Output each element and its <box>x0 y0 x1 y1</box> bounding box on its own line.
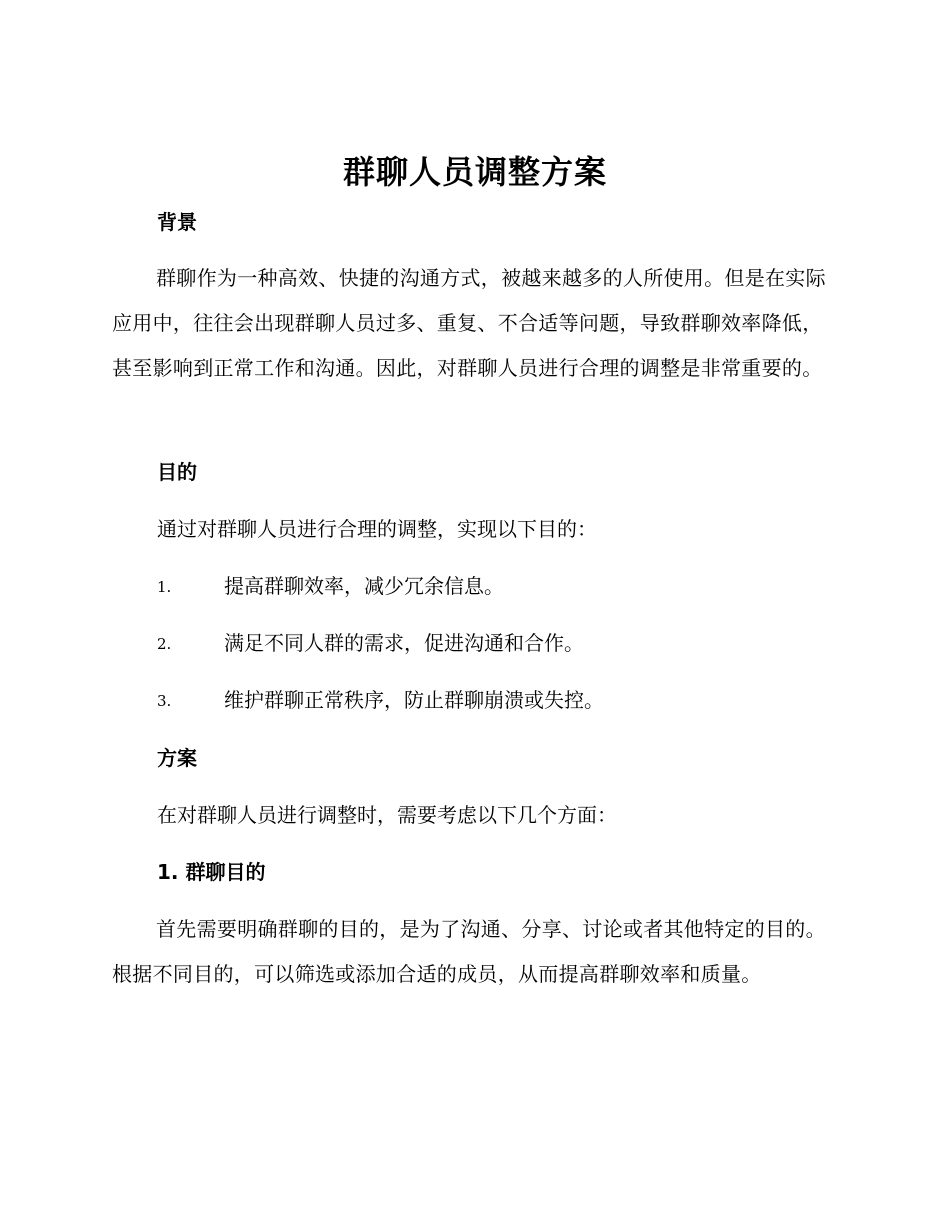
list-item-text: 满足不同人群的需求，促进沟通和合作。 <box>224 631 584 655</box>
list-item-number: 2. <box>157 635 172 653</box>
heading-group-purpose: 1. 群聊目的 <box>157 860 266 884</box>
paragraph-group-purpose: 首先需要明确群聊的目的，是为了沟通、分享、讨论或者其他特定的目的。根据不同目的，可以筛选或添加合适的成员，从而提高群聊效率和质量。 <box>112 917 826 986</box>
heading-background: 背景 <box>157 210 197 234</box>
document-title: 群聊人员调整方案 <box>342 153 607 191</box>
heading-purpose: 目的 <box>157 460 197 484</box>
list-item-text: 提高群聊效率，减少冗余信息。 <box>224 574 504 598</box>
list-item-text: 维护群聊正常秩序，防止群聊崩溃或失控。 <box>224 688 604 712</box>
purpose-intro: 通过对群聊人员进行合理的调整，实现以下目的： <box>157 517 597 541</box>
plan-intro: 在对群聊人员进行调整时，需要考虑以下几个方面： <box>157 803 617 827</box>
paragraph-background: 群聊作为一种高效、快捷的沟通方式，被越来越多的人所使用。但是在实际应用中，往往会出现群聊人员过多、重复、不合适等问题，导致群聊效率降低，甚至影响到正常工作和沟通。因此，对群聊人员进行合理的调整是非常重要的。 <box>112 266 826 380</box>
list-item-number: 3. <box>157 692 172 710</box>
heading-plan: 方案 <box>157 746 197 770</box>
list-item-number: 1. <box>157 578 172 596</box>
